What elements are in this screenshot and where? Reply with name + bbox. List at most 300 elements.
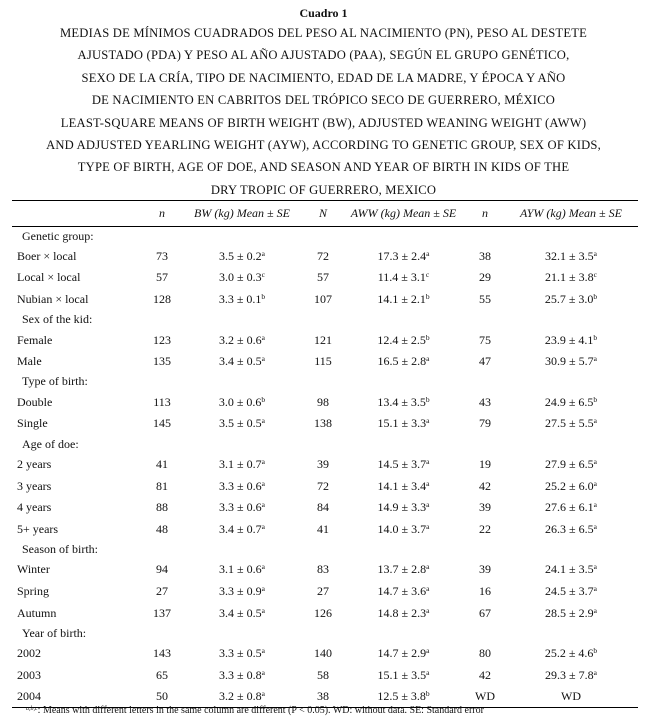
cell-value: 126 <box>314 605 332 620</box>
cell-value: 15.1 ± 3.3 <box>377 416 427 431</box>
cell-value: 3.4 ± 0.5 <box>219 605 262 620</box>
significance-letter: a <box>593 500 597 510</box>
bw-cell <box>179 518 305 540</box>
table-row <box>12 602 638 624</box>
row-label: 2 years <box>17 456 52 471</box>
cell-value: 13.4 ± 3.5 <box>377 394 426 409</box>
table-row <box>12 351 638 373</box>
count-cell <box>305 413 341 435</box>
cell-value: 30.9 ± 5.7 <box>545 354 594 369</box>
significance-letter: a <box>593 416 597 426</box>
group-label: Type of birth: <box>22 374 88 389</box>
table-row <box>12 391 638 413</box>
significance-letter: a <box>426 667 430 677</box>
group-label: Season of birth: <box>22 542 98 557</box>
table-row <box>12 643 638 665</box>
significance-letter: b <box>593 332 598 342</box>
cell-value: 14.7 ± 3.6 <box>377 583 427 598</box>
cell-value: 3.0 ± 0.3 <box>219 270 262 285</box>
cell-value: 57 <box>317 270 329 285</box>
cell-value: 42 <box>479 478 491 493</box>
cell-value: 3.1 ± 0.7 <box>219 456 262 471</box>
cell-value: 3.3 ± 0.8 <box>219 667 262 682</box>
significance-letter: c <box>261 270 265 280</box>
ayw-cell <box>504 454 638 476</box>
header-cell <box>12 201 145 227</box>
table-body <box>12 227 638 708</box>
cell-value: 11.4 ± 3.1 <box>377 270 426 285</box>
cell-value: 50 <box>156 689 168 704</box>
cell-value: 32.1 ± 3.5 <box>545 248 594 263</box>
significance-letter: a <box>261 354 265 364</box>
significance-letter: a <box>426 354 430 364</box>
count-cell <box>466 664 504 686</box>
cell-value: 27 <box>317 583 329 598</box>
cell-value: 84 <box>317 500 329 515</box>
cell-value: 3.3 ± 0.1 <box>218 291 262 306</box>
title-line: LEAST-SQUARE MEANS OF BIRTH WEIGHT (BW), ADJUSTED WEANING WEIGHT (AWW) <box>60 115 587 130</box>
count-cell <box>305 329 341 351</box>
table-row <box>12 518 638 540</box>
ayw-cell <box>504 518 638 540</box>
cell-value: 39 <box>479 500 491 515</box>
ayw-cell <box>504 664 638 686</box>
cell-value: 72 <box>317 478 329 493</box>
header-cell: AYW (kg) Mean ± SE <box>504 201 638 227</box>
significance-letter: a <box>426 521 430 531</box>
bw-cell <box>179 497 305 519</box>
count-cell <box>145 497 179 519</box>
title-line: AND ADJUSTED YEARLING WEIGHT (AYW), ACCORDING TO GENETIC GROUP, SEX OF KIDS, <box>46 137 601 152</box>
group-label: Age of doe: <box>22 436 79 451</box>
cell-value: 29.3 ± 7.8 <box>545 667 594 682</box>
significance-letter: a <box>261 605 265 615</box>
row-label: Spring <box>17 583 50 598</box>
cell-value: 145 <box>153 416 171 431</box>
significance-letter: b <box>593 646 598 656</box>
count-cell <box>466 602 504 624</box>
significance-letter: a <box>426 456 430 466</box>
cell-value: 107 <box>314 291 332 306</box>
title-line: DE NACIMIENTO EN CABRITOS DEL TRÓPICO SECO DE GUERRERO, MÉXICO <box>91 93 556 108</box>
cell-value: 16 <box>479 583 491 598</box>
cell-value: 3.4 ± 0.5 <box>219 354 262 369</box>
count-cell <box>305 559 341 581</box>
bw-cell <box>179 391 305 413</box>
count-cell <box>466 289 504 311</box>
significance-letter: c <box>593 270 597 280</box>
bw-cell <box>179 246 305 268</box>
significance-letter: a <box>593 605 597 615</box>
cell-value: 79 <box>479 416 491 431</box>
significance-letter: a <box>261 248 265 258</box>
table-row <box>12 559 638 581</box>
aww-cell <box>341 454 466 476</box>
count-cell <box>466 643 504 665</box>
count-cell <box>466 391 504 413</box>
table-title <box>0 22 647 201</box>
aww-cell <box>341 581 466 603</box>
significance-letter: a <box>593 521 597 531</box>
count-cell <box>145 664 179 686</box>
cell-value: 39 <box>317 456 329 471</box>
cell-value: 27.5 ± 5.5 <box>545 416 594 431</box>
significance-letter: a <box>593 354 597 364</box>
cell-value: 98 <box>317 394 329 409</box>
cell-value: 19 <box>479 456 491 471</box>
significance-letter: a <box>426 605 430 615</box>
row-label: 2004 <box>12 686 145 708</box>
significance-letter: b <box>425 291 430 301</box>
table-row <box>12 581 638 603</box>
cell-value: 24.1 ± 3.5 <box>545 562 594 577</box>
cell-value: 25.2 ± 4.6 <box>544 646 594 661</box>
bw-cell <box>179 581 305 603</box>
count-cell <box>305 643 341 665</box>
group-label: Year of birth: <box>22 625 87 640</box>
cell-value: 16.5 ± 2.8 <box>377 354 427 369</box>
count-cell <box>145 329 179 351</box>
cell-value: 3.2 ± 0.8 <box>219 689 262 704</box>
cell-value: 121 <box>314 332 332 347</box>
cell-value: 13.7 ± 2.8 <box>377 562 427 577</box>
count-cell <box>466 351 504 373</box>
ayw-cell <box>504 475 638 497</box>
table-label: Cuadro 1 <box>299 6 348 20</box>
cell-value: 25.2 ± 6.0 <box>545 478 594 493</box>
row-label: 2002 <box>17 646 41 661</box>
count-cell <box>305 497 341 519</box>
header-cell: BW (kg) Mean ± SE <box>179 201 305 227</box>
ayw-cell <box>504 602 638 624</box>
cell-value: 138 <box>314 416 332 431</box>
table-row <box>12 246 638 268</box>
significance-letter: b <box>261 394 266 404</box>
cell-value: 43 <box>479 394 491 409</box>
significance-letter: a <box>261 562 265 572</box>
significance-letter: a <box>426 416 430 426</box>
count-cell <box>305 664 341 686</box>
header-cell: n <box>466 201 504 227</box>
ayw-cell <box>504 686 638 708</box>
cell-value: 39 <box>479 562 491 577</box>
aww-cell <box>341 518 466 540</box>
cell-value: 12.5 ± 3.8 <box>377 689 426 704</box>
group-label: Sex of the kid: <box>22 312 93 327</box>
header-cell: n <box>145 201 179 227</box>
count-cell <box>466 475 504 497</box>
aww-cell <box>341 643 466 665</box>
significance-letter: a <box>426 646 430 656</box>
bw-cell <box>179 351 305 373</box>
bw-cell <box>179 664 305 686</box>
significance-letter: a <box>426 248 430 258</box>
footnote-superscript: a,b,c <box>26 706 38 712</box>
cell-value: 3.2 ± 0.6 <box>219 332 262 347</box>
bw-cell <box>179 267 305 289</box>
significance-letter: a <box>593 478 597 488</box>
cell-value: 23.9 ± 4.1 <box>544 332 594 347</box>
significance-letter: a <box>426 478 430 488</box>
ayw-cell <box>504 246 638 268</box>
significance-letter: a <box>593 456 597 466</box>
count-cell <box>305 267 341 289</box>
cell-value: WD <box>561 689 581 704</box>
cell-value: 123 <box>153 332 171 347</box>
bw-cell <box>179 602 305 624</box>
bw-cell <box>179 413 305 435</box>
aww-cell <box>341 602 466 624</box>
count-cell <box>145 351 179 373</box>
cell-value: 38 <box>317 689 329 704</box>
group-row <box>12 435 638 454</box>
significance-letter: a <box>261 689 265 699</box>
count-cell <box>145 518 179 540</box>
ayw-cell <box>504 329 638 351</box>
aww-cell <box>341 267 466 289</box>
row-label: Nubian × local <box>17 291 89 306</box>
significance-letter: a <box>426 562 430 572</box>
results-table <box>12 200 638 708</box>
count-cell <box>145 475 179 497</box>
table-row <box>12 664 638 686</box>
cell-value: 24.5 ± 3.7 <box>545 583 594 598</box>
row-label: Male <box>17 354 42 369</box>
row-label: 5+ years <box>17 521 59 536</box>
group-row <box>12 624 638 643</box>
bw-cell <box>179 329 305 351</box>
cell-value: 42 <box>479 667 491 682</box>
count-cell <box>466 267 504 289</box>
cell-value: 24.9 ± 6.5 <box>544 394 594 409</box>
row-label: 2003 <box>17 667 41 682</box>
count-cell <box>466 246 504 268</box>
aww-cell <box>341 664 466 686</box>
row-label: Boer × local <box>17 248 77 263</box>
aww-cell <box>341 497 466 519</box>
title-line: SEXO DE LA CRÍA, TIPO DE NACIMIENTO, EDAD DE LA MADRE, Y ÉPOCA Y AÑO <box>81 70 566 85</box>
significance-letter: b <box>593 291 598 301</box>
significance-letter: a <box>593 562 597 572</box>
significance-letter: a <box>261 583 265 593</box>
count-cell <box>466 413 504 435</box>
group-row <box>12 540 638 559</box>
cell-value: 3.5 ± 0.2 <box>219 248 262 263</box>
footnote-text: : Means with different letters in the same column are different (P < 0.05). WD: without data. SE: Standard error <box>37 705 484 716</box>
significance-letter: b <box>425 689 430 699</box>
count-cell <box>466 518 504 540</box>
count-cell <box>145 643 179 665</box>
ayw-cell <box>504 351 638 373</box>
cell-value: 12.4 ± 2.5 <box>377 332 426 347</box>
title-line: AJUSTADO (PDA) Y PESO AL AÑO AJUSTADO (PAA), SEGÚN EL GRUPO GENÉTICO, <box>77 48 570 63</box>
ayw-cell <box>504 289 638 311</box>
title-line: MEDIAS DE MÍNIMOS CUADRADOS DEL PESO AL NACIMIENTO (PN), PESO AL DESTETE <box>59 26 588 40</box>
significance-letter: c <box>425 270 430 280</box>
count-cell <box>466 559 504 581</box>
count-cell <box>466 581 504 603</box>
row-label: Autumn <box>17 605 57 620</box>
cell-value: 55 <box>479 291 491 306</box>
aww-cell <box>341 391 466 413</box>
cell-value: 27.9 ± 6.5 <box>545 456 594 471</box>
significance-letter: a <box>261 456 265 466</box>
count-cell <box>305 518 341 540</box>
count-cell <box>305 289 341 311</box>
ayw-cell <box>504 643 638 665</box>
count-cell <box>466 497 504 519</box>
cell-value: WD <box>475 689 495 704</box>
table-row <box>12 289 638 311</box>
count-cell <box>145 559 179 581</box>
count-cell <box>305 475 341 497</box>
aww-cell <box>341 246 466 268</box>
count-cell <box>145 413 179 435</box>
cell-value: 41 <box>156 456 168 471</box>
cell-value: 3.4 ± 0.7 <box>219 521 262 536</box>
cell-value: 3.3 ± 0.9 <box>219 583 262 598</box>
group-label: Genetic group: <box>22 228 94 243</box>
row-label: Local × local <box>17 270 81 285</box>
title-line: TYPE OF BIRTH, AGE OF DOE, AND SEASON AND YEAR OF BIRTH IN KIDS OF THE <box>77 160 570 175</box>
ayw-cell <box>504 413 638 435</box>
row-label: Female <box>17 332 53 347</box>
ayw-cell <box>504 391 638 413</box>
count-cell <box>305 581 341 603</box>
significance-letter: a <box>261 478 265 488</box>
cell-value: 115 <box>314 354 332 369</box>
title-line: DRY TROPIC OF GUERRERO, MEXICO <box>210 182 437 197</box>
aww-cell <box>341 475 466 497</box>
cell-value: 14.1 ± 2.1 <box>377 291 426 306</box>
cell-value: 26.3 ± 6.5 <box>545 521 594 536</box>
cell-value: 3.3 ± 0.6 <box>219 500 262 515</box>
cell-value: 14.5 ± 3.7 <box>377 456 427 471</box>
significance-letter: b <box>261 291 266 301</box>
row-label: Single <box>17 416 48 431</box>
count-cell <box>145 602 179 624</box>
cell-value: 27.6 ± 6.1 <box>545 500 594 515</box>
significance-letter: a <box>426 500 430 510</box>
cell-value: 140 <box>314 646 332 661</box>
cell-value: 80 <box>479 646 491 661</box>
count-cell <box>466 329 504 351</box>
aww-cell <box>341 413 466 435</box>
bw-cell <box>179 475 305 497</box>
significance-letter: b <box>425 394 430 404</box>
cell-value: 14.8 ± 2.3 <box>377 605 427 620</box>
count-cell <box>145 289 179 311</box>
cell-value: 72 <box>317 248 329 263</box>
ayw-cell <box>504 581 638 603</box>
table-row <box>12 267 638 289</box>
aww-cell <box>341 351 466 373</box>
cell-value: 25.7 ± 3.0 <box>544 291 594 306</box>
cell-value: 3.1 ± 0.6 <box>219 562 262 577</box>
cell-value: 137 <box>153 605 171 620</box>
cell-value: 41 <box>317 521 329 536</box>
significance-letter: a <box>593 583 597 593</box>
row-label: Double <box>17 394 53 409</box>
significance-letter: a <box>261 332 265 342</box>
cell-value: 21.1 ± 3.8 <box>545 270 594 285</box>
significance-letter: a <box>261 667 265 677</box>
significance-letter: b <box>593 394 598 404</box>
count-cell <box>145 581 179 603</box>
ayw-cell <box>504 267 638 289</box>
count-cell <box>305 246 341 268</box>
bw-cell <box>179 289 305 311</box>
cell-value: 28.5 ± 2.9 <box>545 605 594 620</box>
cell-value: 14.0 ± 3.7 <box>377 521 427 536</box>
group-row <box>12 310 638 329</box>
cell-value: 3.5 ± 0.5 <box>219 416 262 431</box>
cell-value: 3.0 ± 0.6 <box>218 394 262 409</box>
count-cell <box>145 454 179 476</box>
cell-value: 83 <box>317 562 329 577</box>
cell-value: 47 <box>479 354 491 369</box>
cell-value: 3.3 ± 0.5 <box>219 646 262 661</box>
group-row <box>12 372 638 391</box>
significance-letter: a <box>593 248 597 258</box>
cell-value: 57 <box>156 270 168 285</box>
row-label: 4 years <box>17 500 52 515</box>
count-cell <box>305 454 341 476</box>
footnote <box>26 705 484 716</box>
table-row <box>12 454 638 476</box>
count-cell <box>145 267 179 289</box>
cell-value: 75 <box>479 332 491 347</box>
significance-letter: a <box>593 667 597 677</box>
cell-value: 135 <box>153 354 171 369</box>
group-row <box>12 227 638 246</box>
header-cell: N <box>305 201 341 227</box>
table-row <box>12 329 638 351</box>
count-cell <box>466 454 504 476</box>
cell-value: 113 <box>153 394 171 409</box>
cell-value: 22 <box>479 521 491 536</box>
bw-cell <box>179 643 305 665</box>
significance-letter: b <box>425 332 430 342</box>
cell-value: 143 <box>153 646 171 661</box>
header-row <box>12 201 638 227</box>
aww-cell <box>341 329 466 351</box>
cell-value: 58 <box>317 667 329 682</box>
cell-value: 81 <box>156 478 168 493</box>
aww-cell <box>341 559 466 581</box>
aww-cell <box>341 289 466 311</box>
significance-letter: a <box>261 416 265 426</box>
cell-value: 3.3 ± 0.6 <box>219 478 262 493</box>
table-row <box>12 475 638 497</box>
row-label: 3 years <box>17 478 52 493</box>
table-row <box>12 413 638 435</box>
header-cell: AWW (kg) Mean ± SE <box>341 201 466 227</box>
bw-cell <box>179 454 305 476</box>
cell-value: 73 <box>156 248 168 263</box>
cell-value: 27 <box>156 583 168 598</box>
cell-value: 14.1 ± 3.4 <box>377 478 427 493</box>
significance-letter: a <box>261 500 265 510</box>
ayw-cell <box>504 559 638 581</box>
significance-letter: a <box>261 646 265 656</box>
count-cell <box>145 391 179 413</box>
significance-letter: a <box>426 583 430 593</box>
cell-value: 65 <box>156 667 168 682</box>
cell-value: 14.7 ± 2.9 <box>377 646 427 661</box>
row-label: Winter <box>17 562 50 577</box>
cell-value: 88 <box>156 500 168 515</box>
